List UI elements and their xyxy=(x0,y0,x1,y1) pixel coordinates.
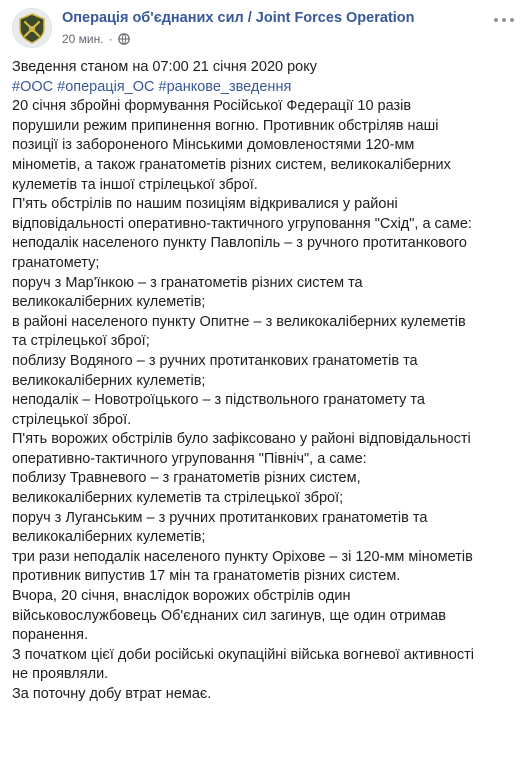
body-line: не проявляли. xyxy=(12,666,109,683)
body-line: великокаліберних кулеметів; xyxy=(12,294,206,311)
body-line: мінометів, а також гранатометів різних систем, великокаліберних xyxy=(12,156,451,173)
body-line: три рази неподалік населеного пункту Оріхове – зі 120-мм мінометів xyxy=(12,548,473,565)
body-line: П'ять ворожих обстрілів було зафіксовано у районі відповідальності xyxy=(12,431,471,448)
hashtag-link[interactable]: #ООС xyxy=(12,78,54,95)
hashtag-link[interactable]: #операція_ОС xyxy=(57,78,155,95)
body-line: оперативно-тактичного угруповання "Північ", а саме: xyxy=(12,450,367,467)
body-line: За поточну добу втрат немає. xyxy=(12,686,212,702)
body-line: стрілецької зброї. xyxy=(12,411,132,428)
body-line: кулеметів та іншої стрілецької зброї. xyxy=(12,176,258,193)
hashtag-list xyxy=(12,78,514,98)
post-timestamp[interactable]: 20 мин. xyxy=(62,32,104,46)
body-line: неподалік населеного пункту Павлопіль – з ручного протитанкового xyxy=(12,235,467,252)
globe-icon[interactable] xyxy=(118,33,130,45)
body-line: поранення. xyxy=(12,627,89,644)
body-line: в районі населеного пункту Опитне – з великокаліберних кулеметів xyxy=(12,313,466,330)
body-line: відповідальності оперативно-тактичного угруповання "Схід", а саме: xyxy=(12,215,472,232)
post-title: Зведення станом на 07:00 21 січня 2020 року xyxy=(12,59,317,75)
post-subline xyxy=(62,31,415,47)
post-body xyxy=(12,58,514,705)
post-meta xyxy=(62,9,415,47)
page-name-link[interactable]: Операція об'єднаних сил / Joint Forces Operation xyxy=(62,10,415,26)
joint-forces-emblem-icon xyxy=(13,9,51,47)
body-line: великокаліберних кулеметів; xyxy=(12,529,206,546)
separator-dot: · xyxy=(108,32,113,46)
body-line: військовослужбовець Об'єднаних сил загинув, ще один отримав xyxy=(12,607,446,624)
body-line: Вчора, 20 січня, внаслідок ворожих обстрілів один xyxy=(12,588,351,605)
body-line: поруч з Мар'їнкою – з гранатометів різних систем та xyxy=(12,274,363,291)
more-options-icon[interactable] xyxy=(494,14,514,26)
body-line: 20 січня збройні формування Російської Федерації 10 разів xyxy=(12,98,412,115)
body-line: великокаліберних кулеметів та стрілецької зброї; xyxy=(12,490,344,507)
body-line: великокаліберних кулеметів; xyxy=(12,372,206,389)
post-header xyxy=(12,8,415,52)
body-line: поблизу Водяного – з ручних протитанкових гранатометів та xyxy=(12,352,418,369)
body-line: П'ять обстрілів по нашим позиціям відкривалися у районі xyxy=(12,196,398,213)
body-line: позиції із забороненого Мінськими домовленостями 120-мм xyxy=(12,137,415,154)
body-line: неподалік – Новотроїцького – з підствольного гранатомету та xyxy=(12,392,425,409)
body-line: З початком цієї доби російські окупаційні війська вогневої активності xyxy=(12,646,474,663)
body-line: противник випустив 17 мін та гранатометів різних систем. xyxy=(12,568,401,585)
body-line: поблизу Травневого – з гранатометів різних систем, xyxy=(12,470,361,487)
body-line: та стрілецької зброї; xyxy=(12,333,150,350)
body-line: порушили режим припинення вогню. Противник обстріляв наші xyxy=(12,117,439,134)
page-avatar[interactable] xyxy=(12,8,52,48)
body-line: поруч з Луганським – з ручних протитанкових гранатометів та xyxy=(12,509,428,526)
hashtag-link[interactable]: #ранкове_зведення xyxy=(158,78,292,95)
body-line: гранатомету; xyxy=(12,254,100,271)
